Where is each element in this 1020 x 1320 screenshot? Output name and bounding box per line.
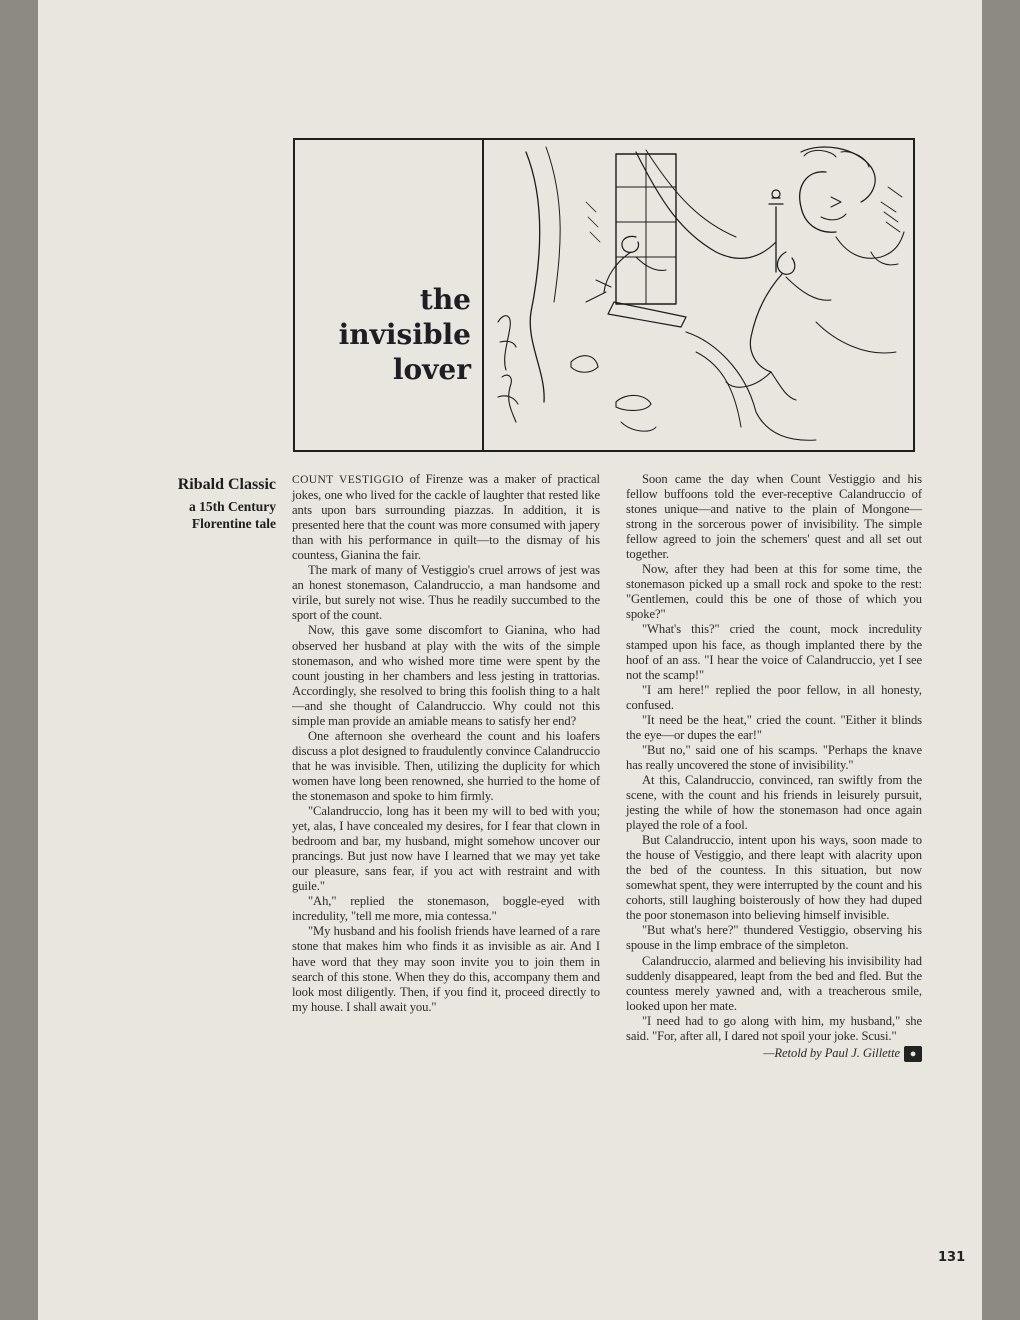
paragraph: Soon came the day when Count Vestiggio and his fellow buffoons told the ever-receptive Calandruccio of stones unique—and native to the plain of Mongone—strong in the sorcerous power of invisibility. The simple fellow agreed to join the schemers' quest and all set out together. xyxy=(626,472,922,562)
paragraph: "But what's here?" thundered Vestiggio, observing his spouse in the limp embrace of the simpleton. xyxy=(626,923,922,953)
paragraph: But Calandruccio, intent upon his ways, soon made to the house of Vestiggio, and there leapt with alacrity upon the bed of the countess. In this situation, but now somewhat spent, they were interrupted by the count and his cohorts, still laughing boisterously of how they had duped the poor stonemason into believing himself invisible. xyxy=(626,833,922,923)
paragraph: One afternoon she overheard the count and his loafers discuss a plot designed to fraudulently convince Calandruccio that he was invisible. Then, utilizing the duplicity for which women have long been renowned, she hurried to the home of the stonemason and spoke to him firmly. xyxy=(292,728,600,803)
title-line-2: invisible xyxy=(338,318,471,351)
paragraph: Now, this gave some discomfort to Gianina, who had observed her husband at play with the wits of the simple stonemason, and who wished more time were spent by the count jousting in her chambers and less jesting in trattorias. Accordingly, she resolved to bring this foolish thing to a halt—and she thought of Calandruccio. Why could not this simple man provide an amiable means to satisfy her end? xyxy=(292,623,600,728)
paragraph: "I am here!" replied the poor fellow, in all honesty, confused. xyxy=(626,682,922,712)
paragraph: COUNT VESTIGGIO of Firenze was a maker of practical jokes, one who lived for the cackle of laughter that rested like ants upon bars surrounding piazzas. In addition, it is presented here that the count was more consumed with japery than with his performance in quilt—to the dismay of his countess, Gianina the fair. xyxy=(292,472,600,563)
end-mark-icon: ● xyxy=(904,1046,922,1062)
kicker: Ribald Classic xyxy=(177,476,276,493)
magazine-page xyxy=(38,0,982,1320)
subtitle-line-1: a 15th Century xyxy=(189,499,276,514)
story-sidebar xyxy=(158,474,276,532)
subtitle-line-2: Florentine tale xyxy=(191,516,276,531)
paragraph: "Ah," replied the stonemason, boggle-eyed with incredulity, "tell me more, mia contessa." xyxy=(292,894,600,924)
paragraph: Now, after they had been at this for some time, the stonemason picked up a small rock and spoke to the rest: "Gentlemen, could this be one of those of which you spoke?" xyxy=(626,562,922,622)
credit-text: —Retold by Paul J. Gillette xyxy=(763,1045,900,1060)
title-line-3: lover xyxy=(392,353,471,386)
paragraph: The mark of many of Vestiggio's cruel arrows of jest was an honest stonemason, Calandruccio, a man handsome and virile, but surely not wise. Thus he readily succumbed to the sport of the count. xyxy=(292,563,600,623)
paragraph: "What's this?" cried the count, mock incredulity stamped upon his face, as though implanted there by the hoof of an ass. "I hear the voice of Calandruccio, yet I see not the scamp!" xyxy=(626,622,922,682)
paragraph: Calandruccio, alarmed and believing his invisibility had suddenly disappeared, leapt from the bed and fled. But the countess merely yawned and, with a treacherous smile, looked upon her mate. xyxy=(626,953,922,1013)
ink-illustration xyxy=(486,142,911,448)
paragraph: At this, Calandruccio, convinced, ran swiftly from the scene, with the count and his friends in leisurely pursuit, jesting the while of how the stonemason had once again played the role of a fool. xyxy=(626,772,922,833)
paragraph: "My husband and his foolish friends have learned of a rare stone that makes him who finds it as invisible as air. And I have word that they may soon invite you to join them in search of this stone. When they do this, accompany them and look most diligently. Then, if you find it, proceed directly to my house. I shall await you." xyxy=(292,924,600,1014)
paragraph: "Calandruccio, long has it been my will to bed with you; yet, alas, I have concealed my desires, for I fear that clown in bedroom and bar, my husband, might somehow uncover our prancings. But just now have I learned that we may yet take our pleasure, sans fear, if you act with restraint and with guile." xyxy=(292,804,600,894)
byline xyxy=(626,1046,922,1062)
title-line-1: the xyxy=(419,283,471,316)
title-illustration-box xyxy=(293,138,915,452)
paragraph: "It need be the heat," cried the count. "Either it blinds the eye—or dupes the ear!" xyxy=(626,712,922,742)
paragraph: "I need had to go along with him, my husband," she said. "For, after all, I dared not spoil your joke. Scusi." xyxy=(626,1013,922,1043)
box-divider xyxy=(482,140,484,450)
article-column-1 xyxy=(292,472,600,1015)
lead-in: COUNT VESTIGGIO xyxy=(292,474,404,486)
paragraph: "But no," said one of his scamps. "Perhaps the knave has really uncovered the stone of invisibility." xyxy=(626,742,922,772)
page-number: 131 xyxy=(938,1250,966,1265)
story-title xyxy=(339,282,471,387)
article-column-2 xyxy=(626,472,922,1062)
